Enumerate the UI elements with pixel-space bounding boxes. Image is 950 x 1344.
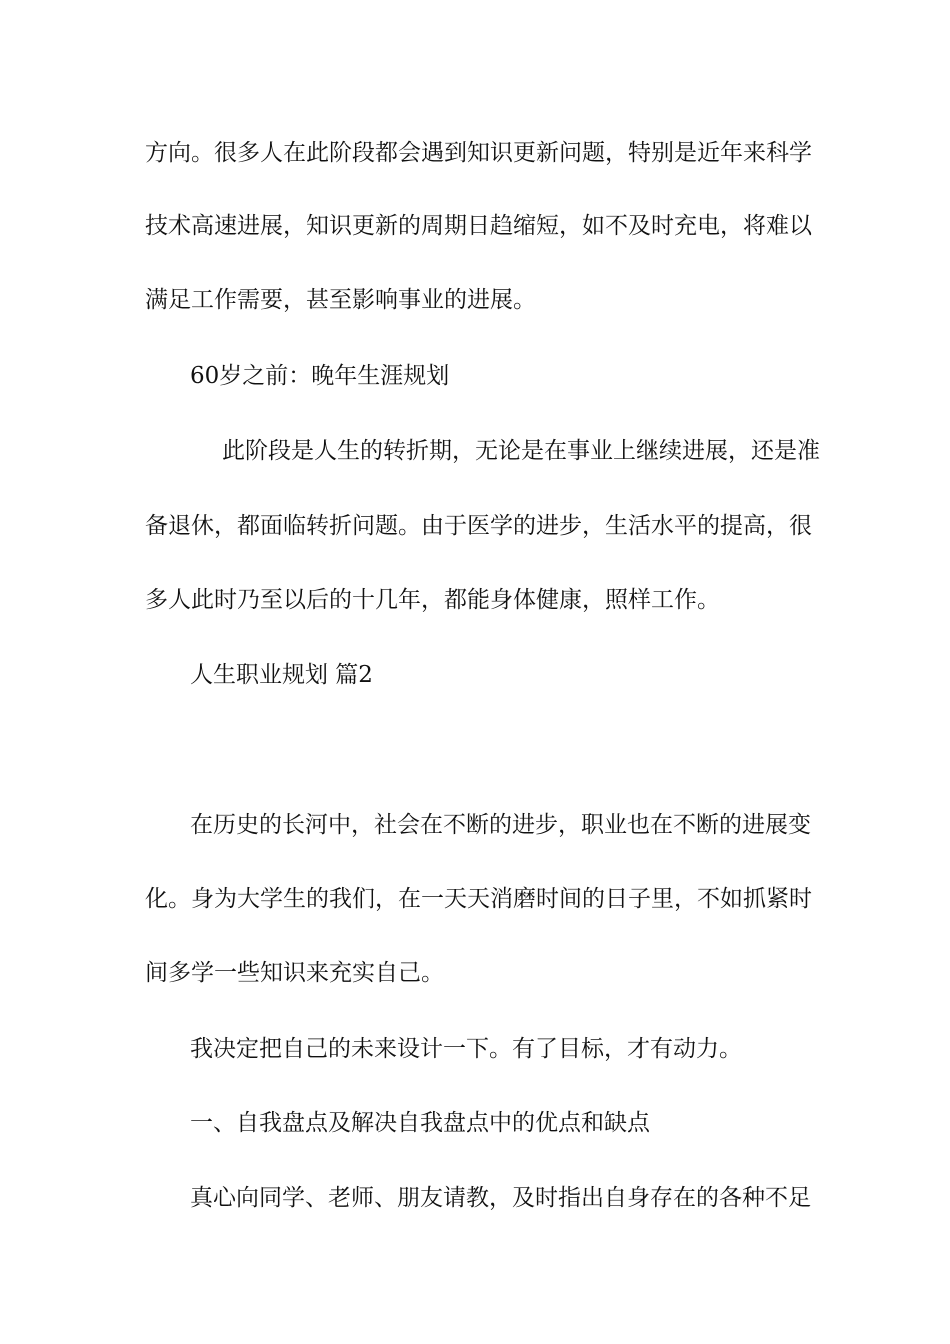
paragraph-line: 满足工作需要，甚至影响事业的进展。: [145, 287, 536, 313]
paragraph-line: 间多学一些知识来充实自己。: [145, 960, 444, 986]
paragraph-line: 多人此时乃至以后的十几年，都能身体健康，照样工作。: [145, 587, 720, 613]
paragraph-line: 技术高速进展，知识更新的周期日趋缩短，如不及时充电，将难以: [145, 213, 812, 239]
paragraph-line: 方向。很多人在此阶段都会遇到知识更新问题，特别是近年来科学: [145, 140, 812, 166]
paragraph-line: 真心向同学、老师、朋友请教，及时指出自身存在的各种不足: [190, 1185, 811, 1211]
paragraph-line: 我决定把自己的未来设计一下。有了目标，才有动力。: [190, 1036, 742, 1062]
article-heading: 人生职业规划 篇2: [190, 662, 373, 688]
section-heading: 60岁之前：晚年生涯规划: [190, 363, 450, 389]
paragraph-line: 在历史的长河中，社会在不断的进步，职业也在不断的进展变: [190, 812, 811, 838]
section-heading: 一、自我盘点及解决自我盘点中的优点和缺点: [190, 1110, 650, 1136]
paragraph-line: 化。身为大学生的我们，在一天天消磨时间的日子里，不如抓紧时: [145, 886, 812, 912]
paragraph-line: 备退休，都面临转折问题。由于医学的进步，生活水平的提高，很: [145, 513, 812, 539]
paragraph-line: 此阶段是人生的转折期，无论是在事业上继续进展，还是准: [222, 438, 820, 464]
